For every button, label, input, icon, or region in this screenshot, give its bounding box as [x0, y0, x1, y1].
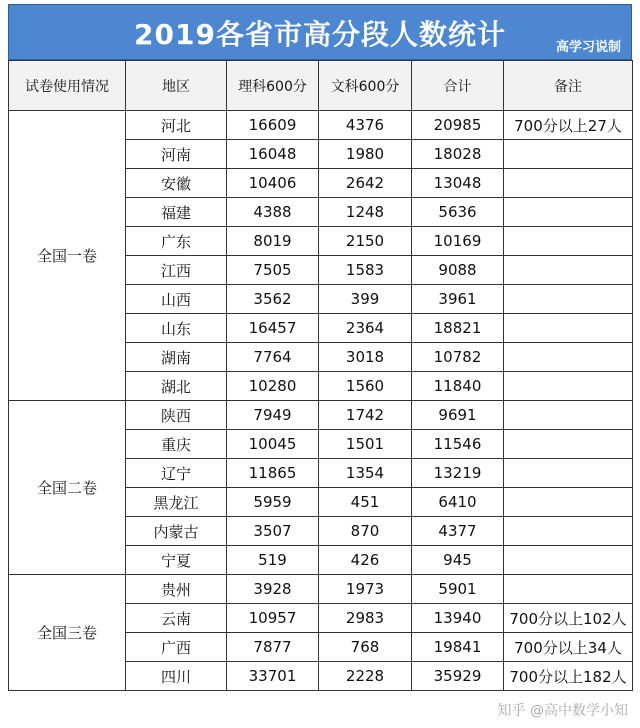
arts-600-cell: 1501: [319, 430, 412, 459]
arts-600-cell: 1248: [319, 198, 412, 227]
note-cell: [504, 198, 633, 227]
arts-600-cell: 4376: [319, 111, 412, 140]
region-cell: 重庆: [126, 430, 227, 459]
header-notes: 备注: [504, 61, 633, 111]
note-cell: [504, 372, 633, 401]
science-600-cell: 10280: [227, 372, 319, 401]
arts-600-cell: 2642: [319, 169, 412, 198]
region-cell: 河南: [126, 140, 227, 169]
region-cell: 广西: [126, 633, 227, 662]
note-cell: 700分以上27人: [504, 111, 633, 140]
note-cell: [504, 459, 633, 488]
region-cell: 陕西: [126, 401, 227, 430]
arts-600-cell: 1583: [319, 256, 412, 285]
stats-table: [8, 60, 633, 691]
note-cell: 700分以上34人: [504, 633, 633, 662]
statistics-sheet: [8, 4, 632, 691]
header-total: 合计: [412, 61, 504, 111]
arts-600-cell: 870: [319, 517, 412, 546]
arts-600-cell: 2364: [319, 314, 412, 343]
arts-600-cell: 1973: [319, 575, 412, 604]
region-cell: 宁夏: [126, 546, 227, 575]
arts-600-cell: 1560: [319, 372, 412, 401]
total-cell: 13048: [412, 169, 504, 198]
region-cell: 四川: [126, 662, 227, 691]
total-cell: 18821: [412, 314, 504, 343]
note-cell: [504, 314, 633, 343]
arts-600-cell: 399: [319, 285, 412, 314]
note-cell: 700分以上102人: [504, 604, 633, 633]
science-600-cell: 16048: [227, 140, 319, 169]
science-600-cell: 5959: [227, 488, 319, 517]
note-cell: [504, 401, 633, 430]
region-cell: 山东: [126, 314, 227, 343]
total-cell: 10169: [412, 227, 504, 256]
note-cell: [504, 343, 633, 372]
note-cell: [504, 285, 633, 314]
region-cell: 江西: [126, 256, 227, 285]
total-cell: 10782: [412, 343, 504, 372]
arts-600-cell: 768: [319, 633, 412, 662]
region-cell: 辽宁: [126, 459, 227, 488]
table-row: [9, 401, 633, 430]
note-cell: [504, 256, 633, 285]
region-cell: 湖南: [126, 343, 227, 372]
science-600-cell: 4388: [227, 198, 319, 227]
total-cell: 13219: [412, 459, 504, 488]
header-arts-600: 文科600分: [319, 61, 412, 111]
total-cell: 9088: [412, 256, 504, 285]
total-cell: 6410: [412, 488, 504, 517]
total-cell: 19841: [412, 633, 504, 662]
science-600-cell: 7505: [227, 256, 319, 285]
paper-group-label: 全国三卷: [9, 575, 126, 691]
total-cell: 11546: [412, 430, 504, 459]
note-cell: [504, 140, 633, 169]
region-cell: 云南: [126, 604, 227, 633]
total-cell: 5901: [412, 575, 504, 604]
region-cell: 福建: [126, 198, 227, 227]
paper-group-label: 全国二卷: [9, 401, 126, 575]
region-cell: 广东: [126, 227, 227, 256]
science-600-cell: 10406: [227, 169, 319, 198]
arts-600-cell: 1354: [319, 459, 412, 488]
region-cell: 湖北: [126, 372, 227, 401]
header-region: 地区: [126, 61, 227, 111]
table-body: [9, 111, 633, 691]
arts-600-cell: 2150: [319, 227, 412, 256]
region-cell: 山西: [126, 285, 227, 314]
note-cell: [504, 517, 633, 546]
science-600-cell: 10957: [227, 604, 319, 633]
total-cell: 18028: [412, 140, 504, 169]
arts-600-cell: 2228: [319, 662, 412, 691]
note-cell: 700分以上182人: [504, 662, 633, 691]
total-cell: 5636: [412, 198, 504, 227]
arts-600-cell: 451: [319, 488, 412, 517]
science-600-cell: 7949: [227, 401, 319, 430]
total-cell: 11840: [412, 372, 504, 401]
region-cell: 河北: [126, 111, 227, 140]
total-cell: 9691: [412, 401, 504, 430]
science-600-cell: 8019: [227, 227, 319, 256]
note-cell: [504, 488, 633, 517]
page-title: 2019各省市高分段人数统计: [134, 18, 506, 51]
region-cell: 安徽: [126, 169, 227, 198]
science-600-cell: 3562: [227, 285, 319, 314]
note-cell: [504, 430, 633, 459]
science-600-cell: 16457: [227, 314, 319, 343]
header-row: [9, 61, 633, 111]
science-600-cell: 11865: [227, 459, 319, 488]
arts-600-cell: 1980: [319, 140, 412, 169]
watermark-text: 知乎 @高中数学小知: [497, 703, 628, 719]
science-600-cell: 7764: [227, 343, 319, 372]
total-cell: 4377: [412, 517, 504, 546]
arts-600-cell: 1742: [319, 401, 412, 430]
table-row: [9, 575, 633, 604]
science-600-cell: 7877: [227, 633, 319, 662]
header-science-600: 理科600分: [227, 61, 319, 111]
region-cell: 内蒙古: [126, 517, 227, 546]
title-badge: 高学习说制: [555, 40, 621, 55]
arts-600-cell: 426: [319, 546, 412, 575]
table-row: [9, 111, 633, 140]
total-cell: 13940: [412, 604, 504, 633]
arts-600-cell: 3018: [319, 343, 412, 372]
science-600-cell: 33701: [227, 662, 319, 691]
arts-600-cell: 2983: [319, 604, 412, 633]
paper-group-label: 全国一卷: [9, 111, 126, 401]
note-cell: [504, 227, 633, 256]
science-600-cell: 3928: [227, 575, 319, 604]
region-cell: 黑龙江: [126, 488, 227, 517]
note-cell: [504, 169, 633, 198]
header-paper-usage: 试卷使用情况: [9, 61, 126, 111]
note-cell: [504, 575, 633, 604]
science-600-cell: 519: [227, 546, 319, 575]
title-bar: [8, 4, 632, 60]
science-600-cell: 3507: [227, 517, 319, 546]
total-cell: 20985: [412, 111, 504, 140]
total-cell: 945: [412, 546, 504, 575]
total-cell: 35929: [412, 662, 504, 691]
region-cell: 贵州: [126, 575, 227, 604]
total-cell: 3961: [412, 285, 504, 314]
science-600-cell: 10045: [227, 430, 319, 459]
science-600-cell: 16609: [227, 111, 319, 140]
note-cell: [504, 546, 633, 575]
